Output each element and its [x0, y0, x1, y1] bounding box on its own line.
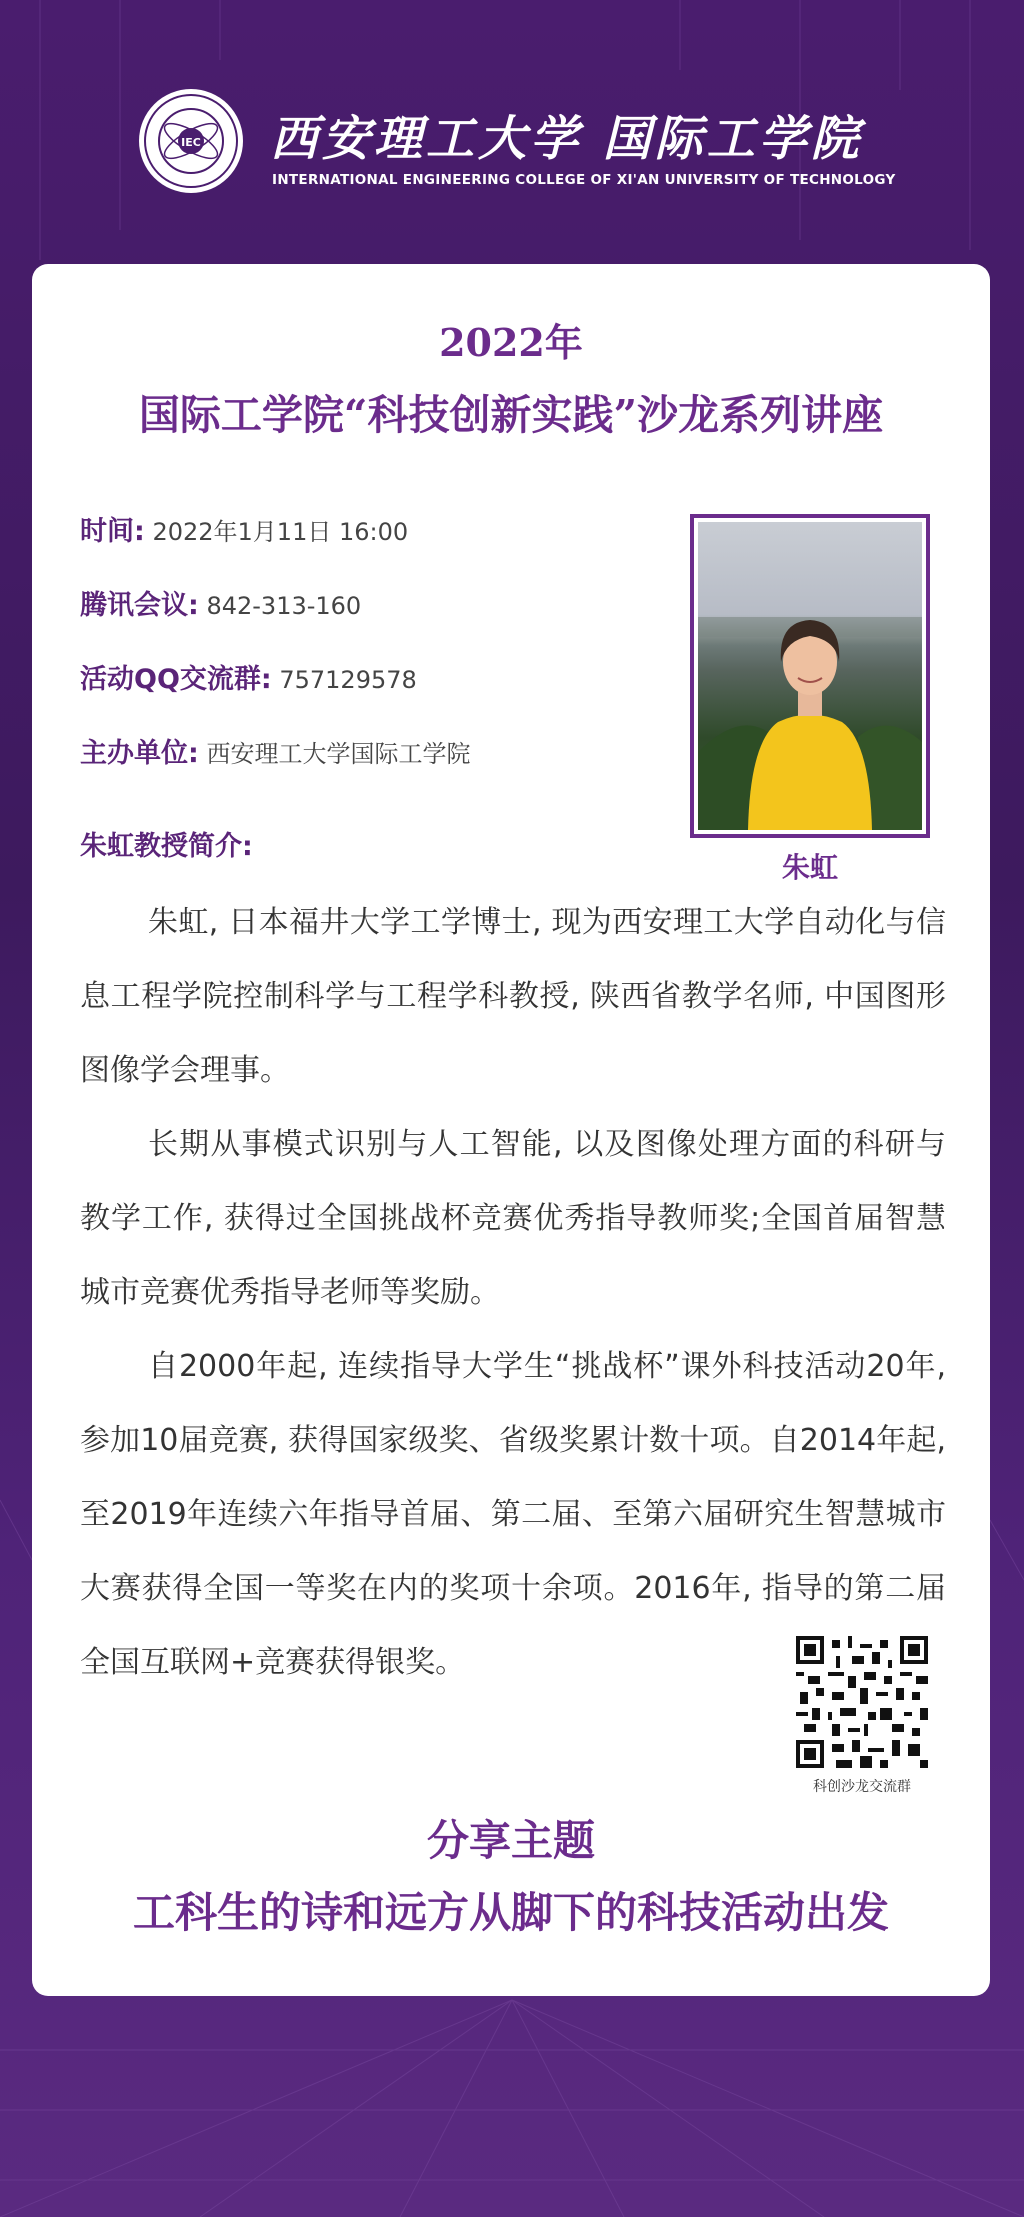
header-logo — [136, 86, 896, 196]
bio-heading: 朱虹教授简介: — [80, 831, 253, 862]
info-meeting — [80, 586, 361, 626]
meeting-label: 腾讯会议: — [80, 590, 199, 621]
info-host — [80, 734, 470, 774]
speaker-bio — [80, 886, 946, 1700]
host-value: 西安理工大学国际工学院 — [206, 740, 471, 768]
speaker-name: 朱虹 — [781, 851, 838, 884]
time-value: 2022年1月11日 16:00 — [152, 518, 409, 546]
time-label: 时间: — [80, 516, 145, 547]
meeting-id: 842-313-160 — [206, 592, 362, 620]
lecture-series-title: 国际工学院“科技创新实践”沙龙系列讲座 — [138, 391, 884, 439]
school-name-english: INTERNATIONAL ENGINEERING COLLEGE OF XI'AN UNIVERSITY OF TECHNOLOGY — [272, 172, 896, 188]
qr-caption: 科创沙龙交流群 — [813, 1779, 911, 1795]
university-emblem-icon — [136, 86, 246, 196]
lecture-card — [32, 264, 990, 1996]
bio-paragraph: 朱虹, 日本福井大学工学博士, 现为西安理工大学自动化与信息工程学院控制科学与工程学科教授, 陕西省教学名师, 中国图形图像学会理事。 — [80, 905, 946, 1088]
speaker-photo — [698, 522, 922, 830]
topic-heading: 分享主题 — [426, 1816, 595, 1865]
school-name-chinese: 西安理工大学 国际工学院 — [270, 111, 863, 167]
speaker-photo-frame — [690, 514, 930, 838]
speaker-portrait-icon — [698, 522, 922, 830]
topic-title: 工科生的诗和远方从脚下的科技活动出发 — [132, 1888, 889, 1937]
host-label: 主办单位: — [80, 738, 199, 769]
qr-code-block — [796, 1636, 928, 1796]
bio-paragraph: 自2000年起, 连续指导大学生“挑战杯”课外科技活动20年, 参加10届竞赛, 获得国家级奖、省级奖累计数十项。自2014年起, 至2019年连续六年指导首届、第二届、至第六届研究生智慧城市大赛获得全国一等奖在内的奖项十余项。2016年, 指导的第二届全国互联网+竞赛获得银奖。 — [80, 1349, 946, 1680]
info-time — [80, 512, 408, 552]
qq-group-number: 757129578 — [279, 666, 417, 694]
lecture-year: 2022年 — [439, 320, 583, 365]
qq-label: 活动QQ交流群: — [80, 664, 272, 695]
emblem-text: IEC — [181, 136, 201, 149]
bio-paragraph: 长期从事模式识别与人工智能, 以及图像处理方面的科研与教学工作, 获得过全国挑战杯竞赛优秀指导教师奖;全国首届智慧城市竞赛优秀指导老师等奖励。 — [80, 1127, 946, 1310]
info-qq-group — [80, 660, 417, 700]
qr-code-icon — [796, 1636, 928, 1768]
